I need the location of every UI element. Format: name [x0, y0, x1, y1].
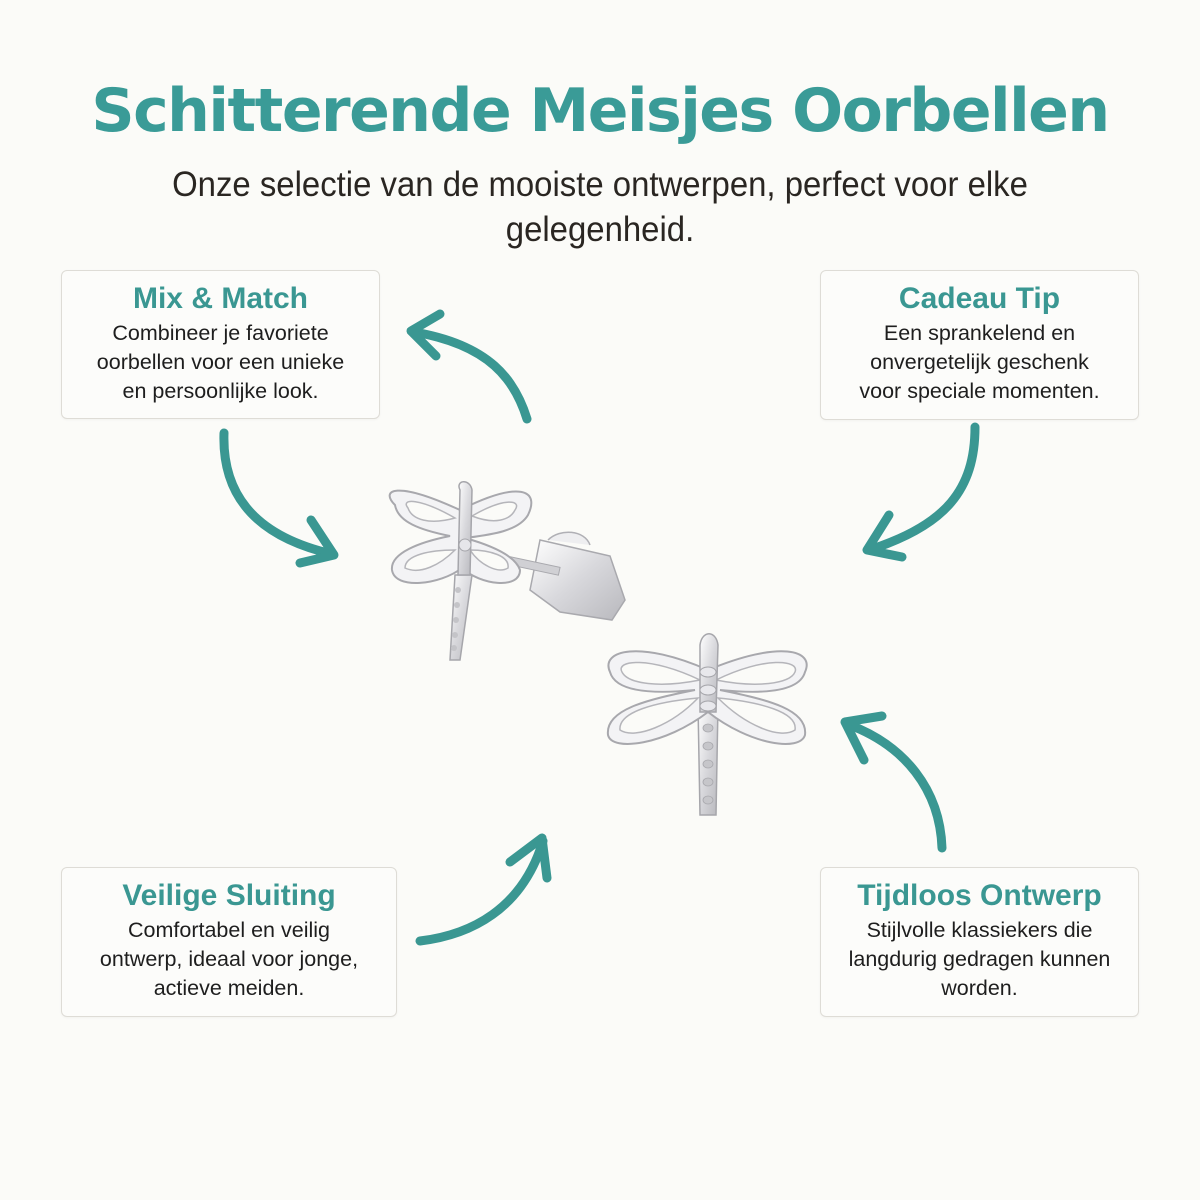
card-body-line: Comfortabel en veilig: [128, 918, 330, 942]
dragonfly-earring-icon: [608, 634, 807, 815]
card-body-line: langdurig gedragen kunnen: [848, 947, 1111, 971]
dragonfly-earring-icon: [390, 482, 625, 660]
curved-arrow-icon: [845, 716, 942, 848]
curved-arrow-icon: [411, 314, 527, 419]
page-title: Schitterende Meisjes Oorbellen: [91, 76, 1109, 146]
card-body-line: onvergetelijk geschenk: [870, 350, 1089, 374]
card-body-line: ontwerp, ideaal voor jonge,: [99, 947, 359, 971]
card-body-line: oorbellen voor een unieke: [96, 350, 345, 374]
card-body-line: Een sprankelend en: [883, 321, 1076, 345]
card-title: Cadeau Tip: [898, 282, 1061, 315]
curved-arrow-icon: [420, 838, 547, 941]
card-body-line: en persoonlijke look.: [122, 379, 319, 403]
card-body-line: worden.: [941, 976, 1018, 1000]
card-title: Veilige Sluiting: [122, 879, 336, 912]
card-body-line: Combineer je favoriete: [112, 321, 329, 345]
page-subtitle: Onze selectie van de mooiste ontwerpen, perfect voor elke gelegenheid.: [172, 165, 1028, 249]
card-body-line: Stijlvolle klassiekers die: [866, 918, 1093, 942]
card-title: Mix & Match: [132, 282, 309, 315]
curved-arrow-icon: [224, 433, 334, 563]
curved-arrow-icon: [867, 427, 975, 557]
card-title: Tijdloos Ontwerp: [857, 879, 1102, 912]
card-body-line: actieve meiden.: [153, 976, 305, 1000]
card-body-line: voor speciale momenten.: [859, 379, 1100, 403]
